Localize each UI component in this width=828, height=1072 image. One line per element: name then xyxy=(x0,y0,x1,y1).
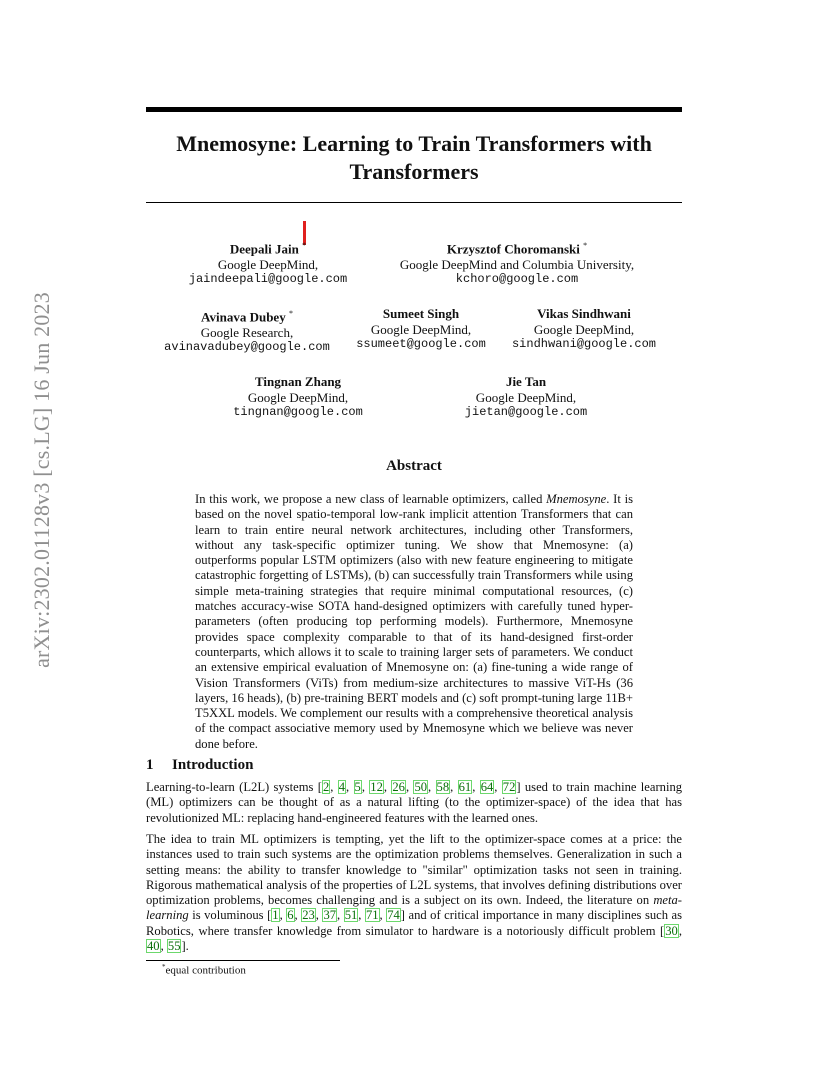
citation-link[interactable]: 71 xyxy=(365,908,379,923)
section-heading xyxy=(146,757,253,774)
author-mark: * xyxy=(288,309,293,318)
author-email[interactable]: jaindeepali@google.com xyxy=(188,272,348,287)
citation-link[interactable]: 30 xyxy=(665,923,678,938)
author-block xyxy=(356,306,486,353)
citation-link[interactable]: 64 xyxy=(480,780,494,794)
author-affiliation: Google DeepMind, xyxy=(217,256,319,272)
citation-link[interactable]: 74 xyxy=(387,908,400,923)
author-email[interactable]: jietan@google.com xyxy=(464,405,588,419)
author-email[interactable]: kchoro@google.com xyxy=(455,272,579,287)
abstract-heading: Abstract xyxy=(386,458,442,474)
intro-paragraph-2: The idea to train ML optimizers is tempting, yet the lift to the optimizer-space comes at a price: the instances used to train such systems are the optimization problems themselves. Generalization in such a setting means: the ability to transfer knowledge to "similar" optimization tasks not seen in training. Rigorous mathematical analysis of the properties of L2L systems, that involves defining distributions over optimization problems, becomes challenging and is a subject on its own. Indeed, the literature on meta-learning is voluminous [1, 6, 23, 37, 51, 71, 74] and of critical importance in many disciplines such as Robotics, where transfer knowledge from simulator to hardware is a notoriously difficult problem [30, 40, 55]. xyxy=(146,832,683,954)
citation-link[interactable]: 23 xyxy=(302,908,315,923)
author-name: Tingnan Zhang xyxy=(254,374,342,389)
citation-link[interactable]: 50 xyxy=(414,780,428,794)
author-affiliation: Google DeepMind, xyxy=(533,321,635,337)
citation-link[interactable]: 40 xyxy=(147,939,160,954)
author-block xyxy=(465,374,587,421)
arxiv-stamp: arXiv:2302.01128v3 [cs.LG] 16 Jun 2023 xyxy=(29,292,54,668)
title-line-1: Mnemosyne: Learning to Train Transformers with xyxy=(176,131,652,156)
footnote-text: equal contribution xyxy=(165,964,246,977)
author-mark: * xyxy=(583,241,588,250)
citation-link[interactable]: 51 xyxy=(344,908,358,923)
author-affiliation: Google DeepMind and Columbia University, xyxy=(399,256,635,272)
author-name: Vikas Sindhwani xyxy=(537,306,631,321)
author-name: Sumeet Singh xyxy=(382,306,460,321)
author-affiliation: Google DeepMind, xyxy=(247,389,349,405)
footnote-mark: * xyxy=(162,963,166,971)
author-affiliation: Google Research, xyxy=(200,324,294,340)
title-line-2: Transformers xyxy=(349,159,479,184)
author-block xyxy=(400,238,634,288)
title-top-rule xyxy=(146,107,682,112)
intro-paragraph-1: Learning-to-learn (L2L) systems [2, 4, 5, 12, 26, 50, 58, 61, 64, 72] used to train machine learning (ML) optimizers can be thought of as a natural lifting (to the optimizer-space) of the idea that has revolutionized ML: replacing hand-engineered features with the learned ones. xyxy=(146,780,683,825)
optimizer-name: Mnemosyne xyxy=(546,492,607,506)
citation-link[interactable]: 58 xyxy=(436,780,450,794)
citation-link[interactable]: 6 xyxy=(287,908,294,923)
author-name: Avinava Dubey xyxy=(201,309,286,325)
author-email[interactable]: avinavadubey@google.com xyxy=(164,340,330,355)
author-affiliation: Google DeepMind, xyxy=(370,321,472,337)
author-block xyxy=(189,238,347,288)
author-name: Krzysztof Choromanski xyxy=(446,241,580,257)
citation-link[interactable]: 61 xyxy=(458,780,472,794)
author-affiliation: Google DeepMind, xyxy=(475,389,577,405)
author-block xyxy=(233,374,363,421)
meta-learning-term: meta-learning xyxy=(146,893,682,923)
citation-link[interactable]: 55 xyxy=(167,939,181,954)
citation-link[interactable]: 37 xyxy=(323,908,337,923)
citation-link[interactable]: 26 xyxy=(392,780,405,794)
paper-title xyxy=(146,130,682,186)
footnote xyxy=(162,963,246,977)
section-number: 1 xyxy=(146,757,154,773)
author-name: Jie Tan xyxy=(505,374,547,389)
citation-link[interactable]: 72 xyxy=(502,780,516,794)
footnote-rule xyxy=(146,960,340,961)
citation-link[interactable]: 2 xyxy=(322,780,330,794)
author-name: Deepali Jain xyxy=(229,241,299,257)
author-email[interactable]: sindhwani@google.com xyxy=(511,337,657,351)
citation-link[interactable]: 1 xyxy=(272,908,279,923)
title-bottom-rule xyxy=(146,202,682,203)
author-email[interactable]: ssumeet@google.com xyxy=(356,337,486,351)
citation-link[interactable]: 12 xyxy=(370,780,383,794)
citation-link[interactable]: 5 xyxy=(354,780,361,794)
citation-link[interactable]: 4 xyxy=(338,780,346,794)
abstract-body: In this work, we propose a new class of learnable optimizers, called Mnemosyne. It is based on the novel spatio-temporal low-rank implicit attention Transformers that can learn to train entire neural network architectures, including other Transformers, without any task-specific optimizer tuning. We show that Mnemosyne: (a) outperforms popular LSTM optimizers (also with new feature engineering to mitigate catastrophic forgetting of LSTMs), (b) can successfully train Transformers while using simple meta-training strategies that require minimal computational resources, (c) matches accuracy-wise SOTA hand-designed optimizers with carefully tuned hyper-parameters (often producing top performing models). Furthermore, Mnemosyne provides space complexity comparable to that of its hand-designed first-order counterparts, which allows it to scale to training larger sets of parameters. We conduct an extensive empirical evaluation of Mnemosyne on: (a) fine-tuning a wide range of Vision Transformers (ViTs) from medium-size architectures to massive ViT-Hs (36 layers, 16 heads), (b) pre-training BERT models and (c) soft prompt-tuning large 11B+ T5XXL models. We complement our results with a comprehensive theoretical analysis of the compact associative memory used by Mnemosyne which we believe was never done before. xyxy=(195,492,633,751)
author-block xyxy=(512,306,656,353)
section-title: Introduction xyxy=(172,757,254,773)
author-email[interactable]: tingnan@google.com xyxy=(233,405,363,419)
author-mark: * xyxy=(302,241,307,250)
author-block xyxy=(164,306,330,356)
